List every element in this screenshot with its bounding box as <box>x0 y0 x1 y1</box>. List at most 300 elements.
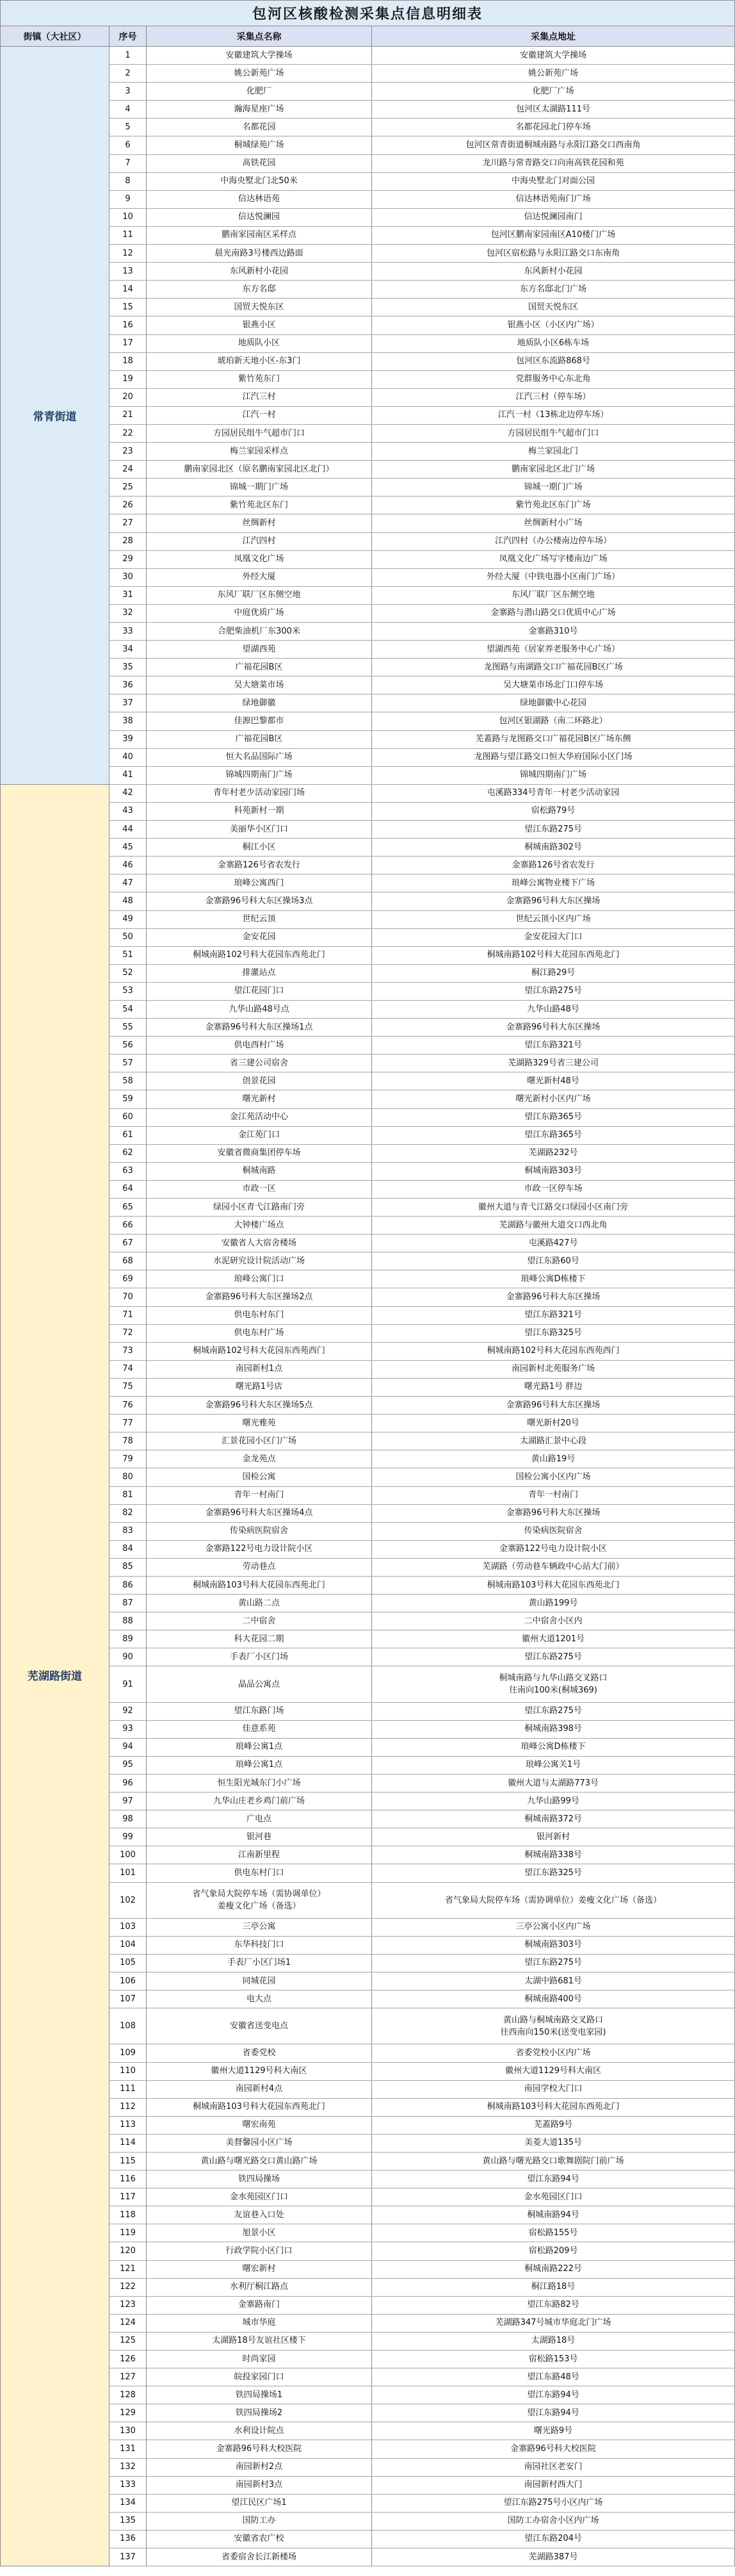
table-row <box>109 892 735 910</box>
seq-cell: 73 <box>109 1343 147 1360</box>
site-address-cell: 金寨路96号科大东区操场 <box>372 1505 735 1522</box>
site-name-cell: 广福花园B区 <box>147 659 372 676</box>
site-name-cell: 锦城四期南门广场 <box>147 767 372 784</box>
site-name-cell: 鹏南家园北区（原名鹏南家园北区北门） <box>147 461 372 478</box>
site-address-cell: 银燕小区（小区内广场） <box>372 316 735 334</box>
site-name-cell: 曙宏南苑 <box>147 2117 372 2134</box>
site-name-cell: 琅峰公寓西门 <box>147 874 372 892</box>
seq-cell: 24 <box>109 461 147 478</box>
site-name-cell: 国检公寓 <box>147 1468 372 1486</box>
seq-cell: 90 <box>109 1648 147 1666</box>
seq-cell: 11 <box>109 227 147 244</box>
table-row <box>109 1343 735 1361</box>
table-row <box>109 641 735 659</box>
seq-cell: 53 <box>109 983 147 1000</box>
seq-cell: 47 <box>109 874 147 892</box>
table-row <box>109 677 735 694</box>
table-row <box>109 335 735 353</box>
seq-cell: 46 <box>109 857 147 874</box>
site-name-cell: 姚公新苑广场 <box>147 65 372 82</box>
site-name-cell: 劳动巷点 <box>147 1559 372 1576</box>
site-address-cell: 省气象局大院停车场（需协调单位）姜瘦文化广场（备选） <box>372 1883 735 1918</box>
table-row <box>109 1505 735 1523</box>
seq-cell: 124 <box>109 2315 147 2332</box>
seq-cell: 63 <box>109 1163 147 1180</box>
site-name-cell: 琥珀新天地小区-东3门 <box>147 353 372 370</box>
seq-cell: 57 <box>109 1054 147 1072</box>
table-row <box>109 965 735 983</box>
site-name-cell: 方园居民组牛气超市门口 <box>147 425 372 442</box>
site-name-cell: 汇景花园小区门广场 <box>147 1432 372 1450</box>
site-address-cell: 安徽建筑大学操场 <box>372 47 735 64</box>
site-name-cell: 国贸天悦东区 <box>147 299 372 316</box>
table-row <box>109 227 735 245</box>
site-address-cell: 屯溪路334号青年一村老少活动家园 <box>372 785 735 802</box>
site-name-cell: 黄山路二点 <box>147 1595 372 1612</box>
seq-cell: 41 <box>109 767 147 784</box>
seq-cell: 15 <box>109 299 147 316</box>
site-name-cell: 瀚海星座广场 <box>147 101 372 118</box>
site-name-cell: 曙光新村 <box>147 1090 372 1108</box>
table-row <box>109 2531 735 2548</box>
site-name-cell: 省委宿舍长江新楼场 <box>147 2548 372 2566</box>
table-row <box>109 2081 735 2099</box>
site-address-cell: 紫竹苑北区东门广场 <box>372 496 735 514</box>
site-address-cell: 银河新村 <box>372 1828 735 1846</box>
site-name-cell: 凤凰文化广场 <box>147 551 372 568</box>
table-row <box>109 371 735 389</box>
site-address-cell: 桐江路18号 <box>372 2279 735 2296</box>
table-row <box>109 2440 735 2458</box>
seq-cell: 105 <box>109 1955 147 1972</box>
site-address-cell: 曙光新村20号 <box>372 1415 735 1432</box>
table-row <box>109 1577 735 1595</box>
seq-cell: 109 <box>109 2044 147 2062</box>
site-address-cell: 桐城南路398号 <box>372 1721 735 1738</box>
seq-cell: 126 <box>109 2350 147 2368</box>
table-row <box>109 1145 735 1163</box>
site-name-cell: 江南新里程 <box>147 1846 372 1864</box>
table-row <box>109 2099 735 2117</box>
site-name-cell: 安徽省人大宿舍楼场 <box>147 1235 372 1252</box>
site-name-cell: 金安花园 <box>147 929 372 946</box>
table-header <box>1 26 735 47</box>
site-address-cell: 南园新村西大门 <box>372 2477 735 2494</box>
seq-cell: 121 <box>109 2261 147 2278</box>
table-row <box>109 1846 735 1864</box>
site-address-cell: 太湖路18号 <box>372 2333 735 2350</box>
table-row <box>109 2063 735 2081</box>
table-row <box>109 1325 735 1343</box>
site-address-cell: 芜湖路387号 <box>372 2548 735 2566</box>
seq-cell: 56 <box>109 1037 147 1054</box>
site-name-cell: 东风厂联厂区东侧空地 <box>147 587 372 604</box>
table-row <box>109 1163 735 1181</box>
site-address-cell: 东方名邸北门广场 <box>372 281 735 298</box>
seq-cell: 84 <box>109 1541 147 1558</box>
site-address-cell: 望江东路94号 <box>372 2386 735 2404</box>
district-rows <box>109 47 735 785</box>
site-address-cell: 金寨路310号 <box>372 623 735 640</box>
seq-cell: 50 <box>109 929 147 946</box>
seq-cell: 83 <box>109 1523 147 1540</box>
site-name-cell: 广电点 <box>147 1810 372 1828</box>
seq-cell: 102 <box>109 1883 147 1918</box>
site-name-cell: 供电西村广场 <box>147 1037 372 1054</box>
site-name-cell: 琅峰公寓1点 <box>147 1739 372 1756</box>
table-row <box>109 1559 735 1577</box>
seq-cell: 18 <box>109 353 147 370</box>
site-address-cell: 国贸天悦东区 <box>372 299 735 316</box>
site-name-cell: 信达悦澜园 <box>147 209 372 226</box>
site-address-cell: 望江东路365号 <box>372 1127 735 1144</box>
site-name-cell: 江汽三村 <box>147 389 372 406</box>
seq-cell: 132 <box>109 2459 147 2476</box>
site-address-cell: 金寨路96号科大东区操场 <box>372 1019 735 1036</box>
district-cell: 芜湖路街道 <box>1 785 109 2566</box>
site-address-cell: 徽州大道1129号科大南区 <box>372 2063 735 2080</box>
site-name-cell: 金江苑门口 <box>147 1127 372 1144</box>
site-address-cell: 宿松路155号 <box>372 2224 735 2242</box>
site-name-cell: 省气象局大院停车场（需协调单位） 姜瘦文化广场（备选） <box>147 1883 372 1918</box>
site-name-cell: 青年一村南门 <box>147 1487 372 1504</box>
site-name-cell: 望湖西苑 <box>147 641 372 658</box>
site-address-cell: 桐城南路102号科大花园东西苑西门 <box>372 1343 735 1360</box>
seq-cell: 75 <box>109 1379 147 1396</box>
site-address-cell: 金寨路96号科大校医院 <box>372 2440 735 2457</box>
site-address-cell: 凤凰文化广场写字楼南边广场 <box>372 551 735 568</box>
site-name-cell: 南园新村2点 <box>147 2459 372 2476</box>
site-address-cell: 江汽三村（停车场） <box>372 389 735 406</box>
seq-cell: 44 <box>109 821 147 838</box>
site-address-cell: 芜蓋路9号 <box>372 2117 735 2134</box>
seq-cell: 16 <box>109 316 147 334</box>
site-name-cell: 徽州大道1129号科大南区 <box>147 2063 372 2080</box>
table-row <box>109 1648 735 1666</box>
table-row <box>109 2135 735 2153</box>
site-address-cell: 市政一区停车场 <box>372 1181 735 1198</box>
site-name-cell: 琅峰公寓1点 <box>147 1757 372 1774</box>
site-name-cell: 地质队小区 <box>147 335 372 352</box>
site-address-cell: 太湖路汇景中心段 <box>372 1432 735 1450</box>
table-row <box>109 1432 735 1450</box>
table-row <box>109 1235 735 1252</box>
site-name-cell: 金寨路96号科大校医院 <box>147 2440 372 2457</box>
site-name-cell: 安徽省农广校 <box>147 2531 372 2548</box>
site-name-cell: 金寨路96号科大东区操场5点 <box>147 1397 372 1414</box>
site-address-cell: 黄山路与桐城南路交叉路口 往西南向150米(送变电家园) <box>372 2008 735 2044</box>
site-address-cell: 屯溪路427号 <box>372 1235 735 1252</box>
site-address-cell: 三亭公寓小区内广场 <box>372 1919 735 1936</box>
site-address-cell: 桐城南路102号科大花园东西苑北门 <box>372 947 735 964</box>
header-street: 街镇（大社区） <box>1 26 109 46</box>
table-row <box>109 1127 735 1145</box>
table-row <box>109 785 735 803</box>
site-name-cell: 丝绸新村 <box>147 514 372 532</box>
seq-cell: 23 <box>109 443 147 460</box>
site-address-cell: 徽州大道1201号 <box>372 1630 735 1648</box>
site-address-cell: 姚公新苑广场 <box>372 65 735 82</box>
table-row <box>109 407 735 425</box>
table-row <box>109 1468 735 1486</box>
site-address-cell: 琅峰公寓关1号 <box>372 1757 735 1774</box>
table-row <box>109 2242 735 2260</box>
site-name-cell: 科大花园二期 <box>147 1630 372 1648</box>
site-address-cell: 绿地御徽中心花园 <box>372 694 735 712</box>
table-row <box>109 209 735 227</box>
site-address-cell: 黄山路19号 <box>372 1450 735 1468</box>
site-address-cell: 黄山路与曙光路交口歌舞剧院门前广场 <box>372 2153 735 2170</box>
table-row <box>109 101 735 119</box>
site-name-cell: 东华科技门口 <box>147 1937 372 1954</box>
site-address-cell: 金寨路与潜山路交口优质中心广场 <box>372 605 735 622</box>
site-name-cell: 金寨路96号科大东区操场2点 <box>147 1288 372 1306</box>
table-row <box>109 623 735 641</box>
site-name-cell: 手表厂小区门场 <box>147 1648 372 1666</box>
site-address-cell: 金寨路96号科大东区操场 <box>372 892 735 910</box>
site-name-cell: 名都花园 <box>147 119 372 136</box>
seq-cell: 68 <box>109 1252 147 1270</box>
site-name-cell: 安徽省送变电点 <box>147 2008 372 2044</box>
table-row <box>109 1612 735 1630</box>
table-row <box>109 857 735 874</box>
site-address-cell: 锦城一期门广场 <box>372 479 735 496</box>
table-row <box>109 749 735 767</box>
site-address-cell: 美菱大道135号 <box>372 2135 735 2152</box>
site-address-cell: 党群服务中心东北角 <box>372 371 735 388</box>
seq-cell: 66 <box>109 1217 147 1234</box>
seq-cell: 103 <box>109 1919 147 1936</box>
site-address-cell: 桐城南路303号 <box>372 1937 735 1954</box>
site-name-cell: 友谊巷入口处 <box>147 2206 372 2224</box>
table-row <box>109 1666 735 1702</box>
table-row <box>109 1109 735 1127</box>
table-row <box>109 1450 735 1468</box>
site-address-cell: 桐城南路222号 <box>372 2261 735 2278</box>
site-address-cell: 芜湖路329号省三建公司 <box>372 1054 735 1072</box>
table-row <box>109 1828 735 1846</box>
site-address-cell: 桐江路29号 <box>372 965 735 982</box>
site-name-cell: 时尚家园 <box>147 2350 372 2368</box>
table-row <box>109 983 735 1001</box>
site-address-cell: 二中宿舍小区内 <box>372 1612 735 1630</box>
seq-cell: 88 <box>109 1612 147 1630</box>
seq-cell: 29 <box>109 551 147 568</box>
seq-cell: 31 <box>109 587 147 604</box>
site-address-cell: 九华山路99号 <box>372 1793 735 1810</box>
seq-cell: 82 <box>109 1505 147 1522</box>
table-row <box>109 1630 735 1648</box>
table-row <box>109 1703 735 1721</box>
seq-cell: 19 <box>109 371 147 388</box>
table-row <box>109 1955 735 1973</box>
table-row <box>109 443 735 461</box>
site-address-cell: 曙光路9号 <box>372 2422 735 2440</box>
site-name-cell: 水利设计院点 <box>147 2422 372 2440</box>
site-address-cell: 包河区鹏南家园南区A10楼门广场 <box>372 227 735 244</box>
table-row <box>109 2279 735 2297</box>
seq-cell: 1 <box>109 47 147 64</box>
site-address-cell: 桐城南路103号科大花园东西苑北门 <box>372 2099 735 2116</box>
seq-cell: 108 <box>109 2008 147 2044</box>
site-name-cell: 旭景小区 <box>147 2224 372 2242</box>
site-name-cell: 科苑新村一期 <box>147 803 372 820</box>
table-row <box>109 2315 735 2333</box>
seq-cell: 130 <box>109 2422 147 2440</box>
seq-cell: 9 <box>109 191 147 208</box>
site-address-cell: 地质队小区6栋车场 <box>372 335 735 352</box>
table-row <box>109 1397 735 1415</box>
site-name-cell: 安徽建筑大学操场 <box>147 47 372 64</box>
site-address-cell: 名都花园北门停车场 <box>372 119 735 136</box>
seq-cell: 94 <box>109 1739 147 1756</box>
site-name-cell: 金寨路126号省农发行 <box>147 857 372 874</box>
seq-cell: 127 <box>109 2368 147 2386</box>
seq-cell: 120 <box>109 2242 147 2260</box>
site-name-cell: 国防工办 <box>147 2513 372 2530</box>
site-address-cell: 中海央墅北门对面公园 <box>372 173 735 190</box>
table-row <box>109 2350 735 2368</box>
site-address-cell: 国防工办宿舍小区内广场 <box>372 2513 735 2530</box>
table-row <box>109 1019 735 1037</box>
site-name-cell: 桐城南路103号科大花园东西苑北门 <box>147 1577 372 1594</box>
site-name-cell: 金寨路96号科大东区操场1点 <box>147 1019 372 1036</box>
site-address-cell: 金安花园大门口 <box>372 929 735 946</box>
seq-cell: 117 <box>109 2188 147 2206</box>
site-name-cell: 恒大名品国际广场 <box>147 749 372 766</box>
site-name-cell: 水泥研究设计院活动广场 <box>147 1252 372 1270</box>
table-row <box>109 1054 735 1072</box>
seq-cell: 129 <box>109 2404 147 2422</box>
seq-cell: 28 <box>109 533 147 550</box>
table-row <box>109 2206 735 2224</box>
table-row <box>109 1883 735 1919</box>
site-name-cell: 曙宏新村 <box>147 2261 372 2278</box>
site-address-cell: 金寨路96号科大东区操场 <box>372 1397 735 1414</box>
site-name-cell: 省委党校 <box>147 2044 372 2062</box>
table-row <box>109 263 735 281</box>
table-row <box>109 1181 735 1199</box>
seq-cell: 22 <box>109 425 147 442</box>
table-row <box>109 1379 735 1397</box>
seq-cell: 7 <box>109 155 147 172</box>
site-address-cell: 望江东路94号 <box>372 2404 735 2422</box>
seq-cell: 38 <box>109 712 147 730</box>
site-name-cell: 桐城绿苑广场 <box>147 136 372 154</box>
seq-cell: 52 <box>109 965 147 982</box>
table-row <box>109 1001 735 1019</box>
seq-cell: 95 <box>109 1757 147 1774</box>
table-row <box>109 83 735 101</box>
table-row <box>109 1523 735 1541</box>
site-name-cell: 供电东村门口 <box>147 1864 372 1882</box>
table-row <box>109 1361 735 1379</box>
table-row <box>109 1973 735 1990</box>
site-name-cell: 太湖路18号友谊社区楼下 <box>147 2333 372 2350</box>
site-name-cell: 手表厂小区门场1 <box>147 1955 372 1972</box>
seq-cell: 61 <box>109 1127 147 1144</box>
table-row <box>109 2008 735 2044</box>
table-row <box>109 173 735 191</box>
table-row <box>109 874 735 892</box>
site-name-cell: 创景花园 <box>147 1072 372 1090</box>
table-row <box>109 2459 735 2477</box>
seq-cell: 131 <box>109 2440 147 2457</box>
table-row <box>109 1595 735 1612</box>
site-name-cell: 同城花园 <box>147 1973 372 1990</box>
site-address-cell: 宿松路79号 <box>372 803 735 820</box>
site-address-cell: 传染病医院宿舍 <box>372 1523 735 1540</box>
table-row <box>109 659 735 677</box>
seq-cell: 137 <box>109 2548 147 2566</box>
seq-cell: 136 <box>109 2531 147 2548</box>
seq-cell: 99 <box>109 1828 147 1846</box>
site-address-cell: 望江东路321号 <box>372 1037 735 1054</box>
seq-cell: 49 <box>109 911 147 928</box>
site-address-cell: 望江东路325号 <box>372 1864 735 1882</box>
site-address-cell: 望江东路94号 <box>372 2170 735 2188</box>
site-name-cell: 江汽四村 <box>147 533 372 550</box>
seq-cell: 114 <box>109 2135 147 2152</box>
site-name-cell: 三亭公寓 <box>147 1919 372 1936</box>
seq-cell: 76 <box>109 1397 147 1414</box>
seq-cell: 74 <box>109 1361 147 1378</box>
site-name-cell: 铁四局操场2 <box>147 2404 372 2422</box>
table-row <box>109 1739 735 1757</box>
site-name-cell: 黄山路与曙光路交口黄山路广场 <box>147 2153 372 2170</box>
site-address-cell: 金寨路122号电力设计院小区 <box>372 1541 735 1558</box>
site-name-cell: 省三建公司宿舍 <box>147 1054 372 1072</box>
seq-cell: 110 <box>109 2063 147 2080</box>
table-row <box>109 767 735 785</box>
site-name-cell: 铁四局操场1 <box>147 2386 372 2404</box>
site-address-cell: 桐城南路103号科大花园东西苑北门 <box>372 1577 735 1594</box>
seq-cell: 80 <box>109 1468 147 1486</box>
site-address-cell: 金寨路96号科大东区操场 <box>372 1288 735 1306</box>
site-name-cell: 望江花园门口 <box>147 983 372 1000</box>
site-name-cell: 九华山庄老乡鸡门前广场 <box>147 1793 372 1810</box>
seq-cell: 32 <box>109 605 147 622</box>
seq-cell: 6 <box>109 136 147 154</box>
site-name-cell: 银河巷 <box>147 1828 372 1846</box>
table-row <box>109 191 735 209</box>
seq-cell: 30 <box>109 569 147 586</box>
seq-cell: 34 <box>109 641 147 658</box>
site-address-cell: 望江东路275号 <box>372 1955 735 1972</box>
site-address-cell: 外经大厦（中铁电器小区南门广场） <box>372 569 735 586</box>
site-name-cell: 青年村老少活动家园门场 <box>147 785 372 802</box>
table-row <box>109 1793 735 1810</box>
seq-cell: 48 <box>109 892 147 910</box>
seq-cell: 35 <box>109 659 147 676</box>
site-name-cell: 望江东路门场 <box>147 1703 372 1720</box>
table-row <box>109 2333 735 2350</box>
site-address-cell: 琅峰公寓D栋楼下 <box>372 1270 735 1288</box>
seq-cell: 133 <box>109 2477 147 2494</box>
site-name-cell: 排灌站点 <box>147 965 372 982</box>
seq-cell: 98 <box>109 1810 147 1828</box>
seq-cell: 78 <box>109 1432 147 1450</box>
seq-cell: 125 <box>109 2333 147 2350</box>
seq-cell: 96 <box>109 1775 147 1792</box>
site-name-cell: 曙光雅苑 <box>147 1415 372 1432</box>
site-address-cell: 信达悦澜园南门 <box>372 209 735 226</box>
table-row <box>109 821 735 839</box>
site-name-cell: 信达林语苑 <box>147 191 372 208</box>
seq-cell: 69 <box>109 1270 147 1288</box>
site-name-cell: 金江苑活动中心 <box>147 1109 372 1126</box>
seq-cell: 65 <box>109 1199 147 1216</box>
